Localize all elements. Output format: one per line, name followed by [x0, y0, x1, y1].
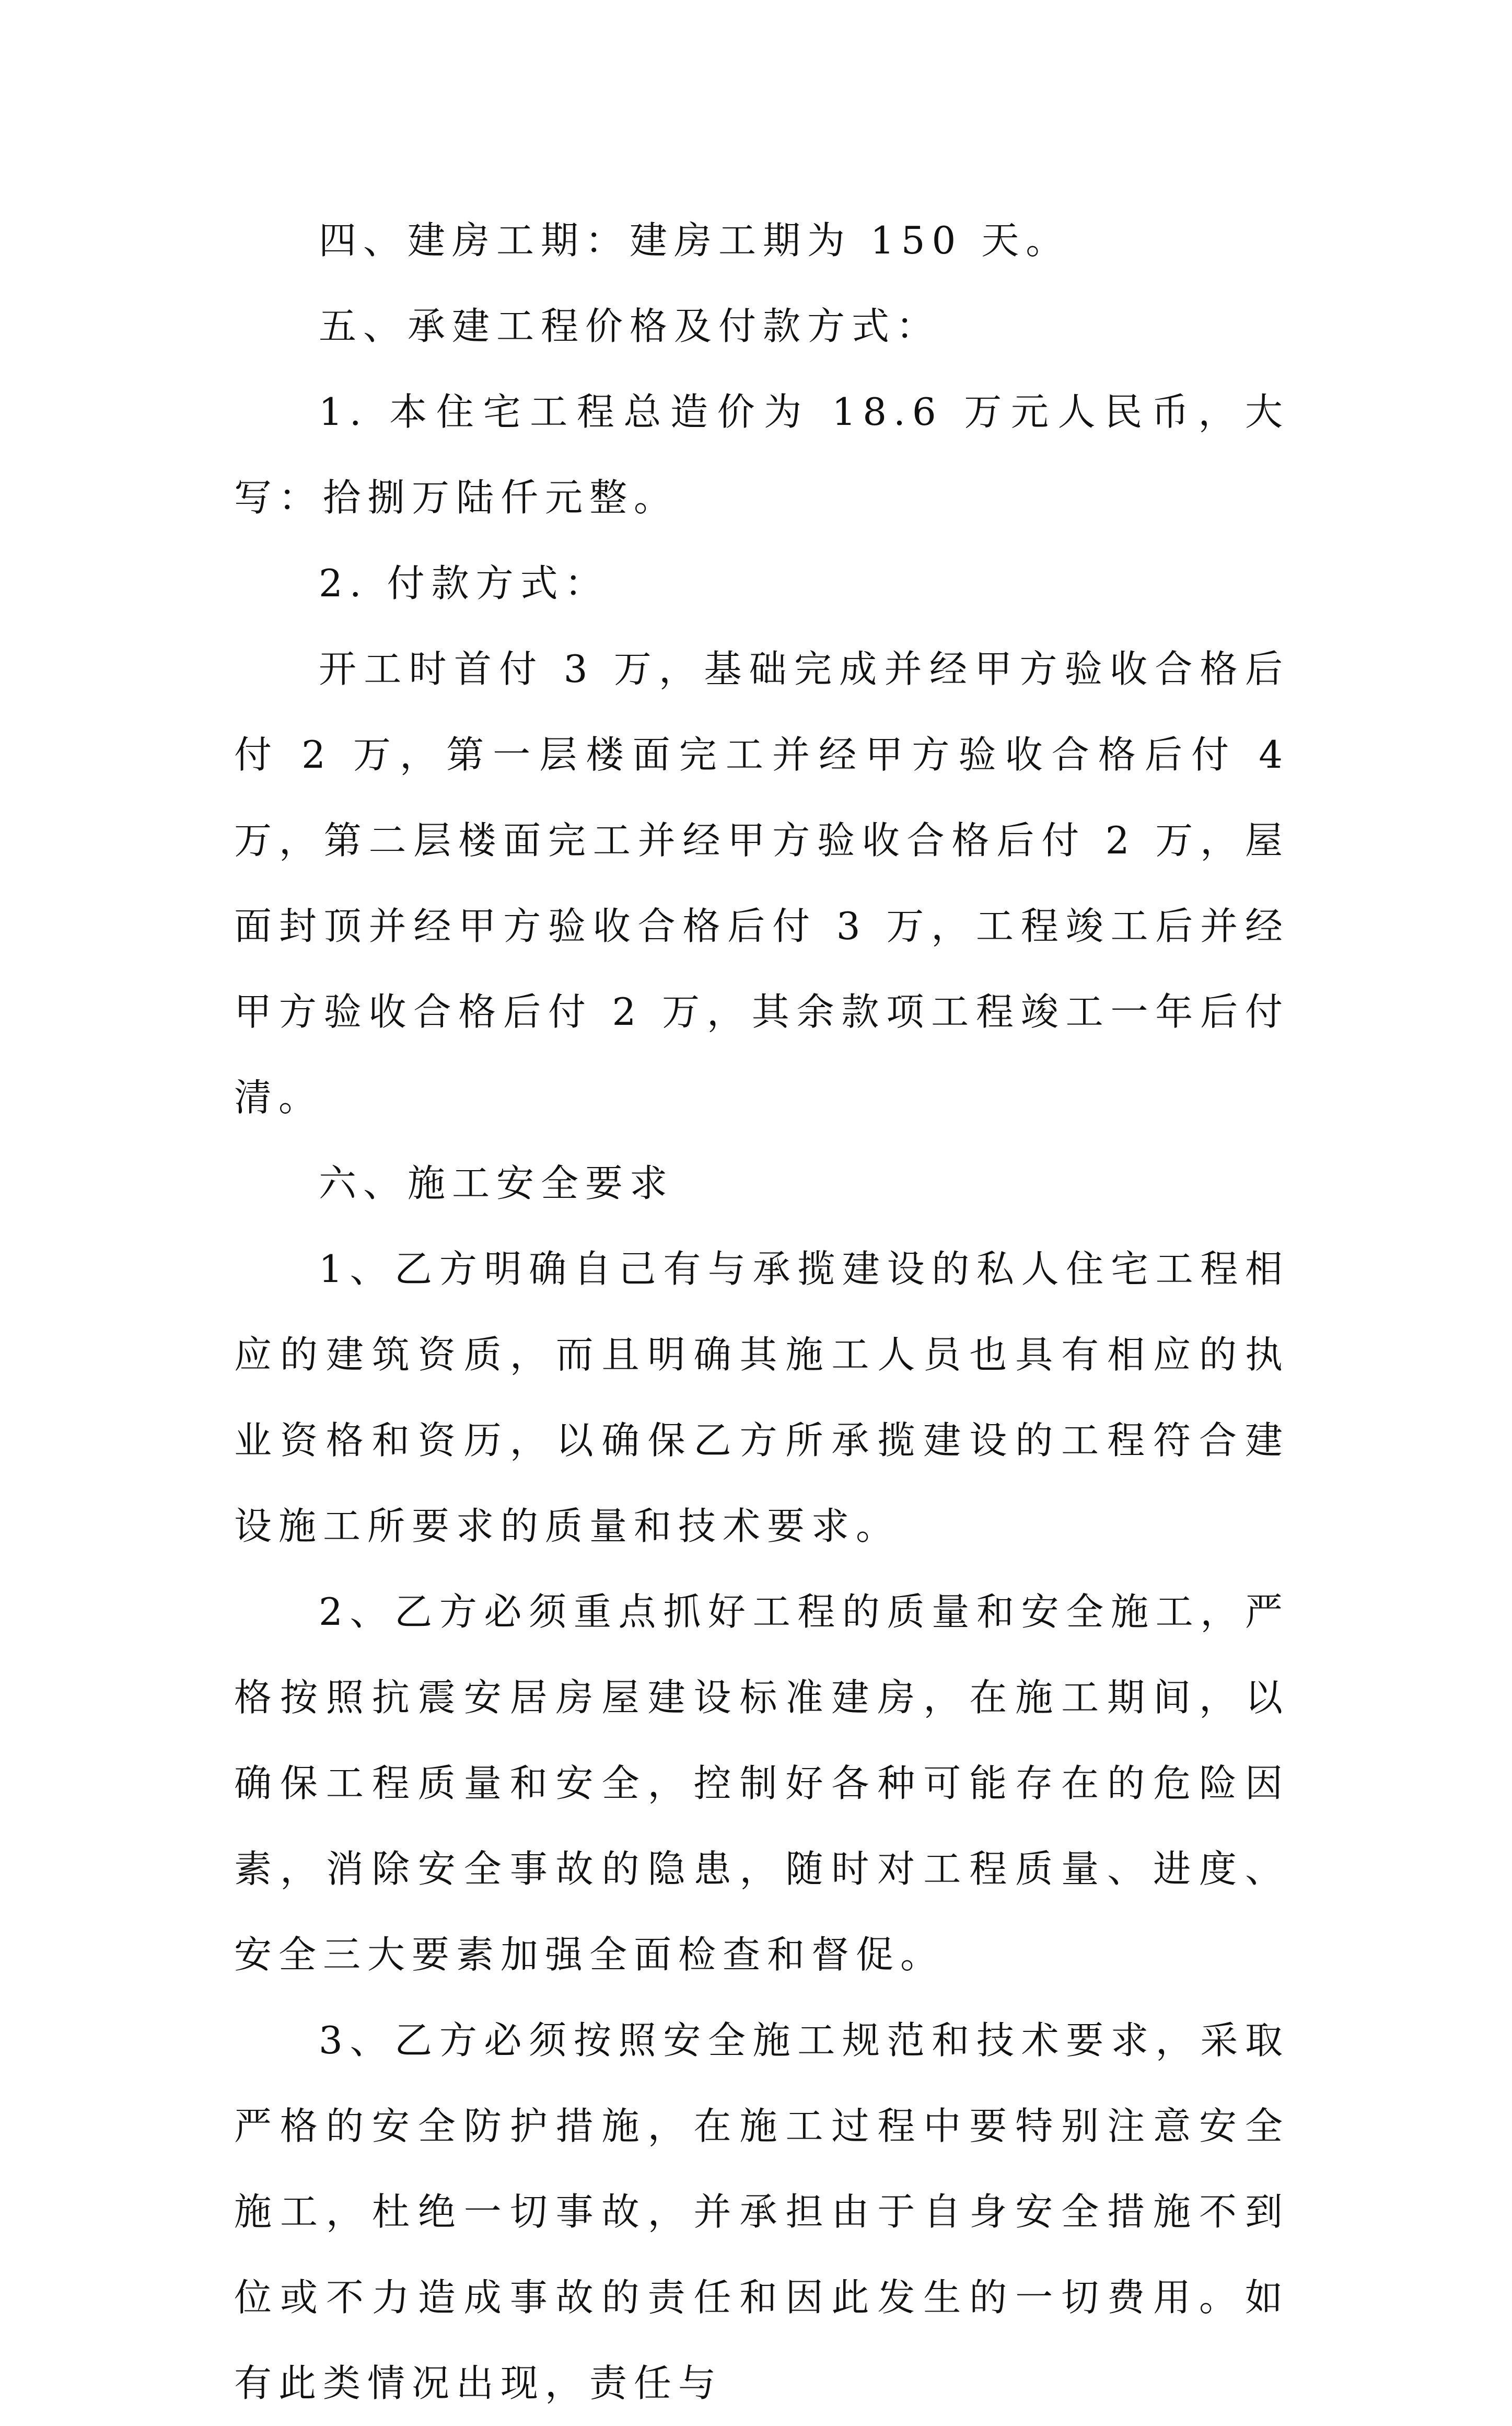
paragraph-safety-heading: 六、施工安全要求: [319, 1161, 674, 1205]
paragraph-safety-item-2: 2、乙方必须重点抓好工程的质量和安全施工，严格按照抗震安居房屋建设标准建房，在施工期间，以确保工程质量和安全，控制好各种可能存在的危险因素，消除安全事故的隐患，随时对工程质量、进度、安全三大要素加强全面检查和督促。: [234, 1590, 1289, 1977]
paragraph-payment-schedule: 开工时首付 3 万，基础完成并经甲方验收合格后付 2 万，第一层楼面完工并经甲方验收合格后付 4 万，第二层楼面完工并经甲方验收合格后付 2 万，屋面封顶并经甲方验收合格后付 3 万，工程竣工后并经甲方验收合格后付 2 万，其余款项工程竣工一年后付清。: [234, 647, 1289, 1119]
paragraph-safety-item-3: 3、乙方必须按照安全施工规范和技术要求，采取严格的安全防护措施，在施工过程中要特别注意安全施工，杜绝一切事故，并承担由于自身安全措施不到位或不力造成事故的责任和因此发生的一切费用。如有此类情况出现，责任与: [234, 2018, 1289, 2405]
paragraph-total-cost: 1. 本住宅工程总造价为 18.6 万元人民币，大写：拾捌万陆仟元整。: [234, 390, 1289, 519]
paragraph-payment-heading: 2. 付款方式：: [319, 561, 609, 605]
paragraph-safety-item-1: 1、乙方明确自己有与承揽建设的私人住宅工程相应的建筑资质，而且明确其施工人员也具有相应的执业资格和资历，以确保乙方所承揽建设的工程符合建设施工所要求的质量和技术要求。: [234, 1247, 1289, 1548]
paragraph-price-heading: 五、承建工程价格及付款方式：: [319, 304, 941, 348]
paragraph-construction-period: 四、建房工期：建房工期为 150 天。: [319, 218, 1071, 262]
document-body: [234, 198, 1289, 2426]
